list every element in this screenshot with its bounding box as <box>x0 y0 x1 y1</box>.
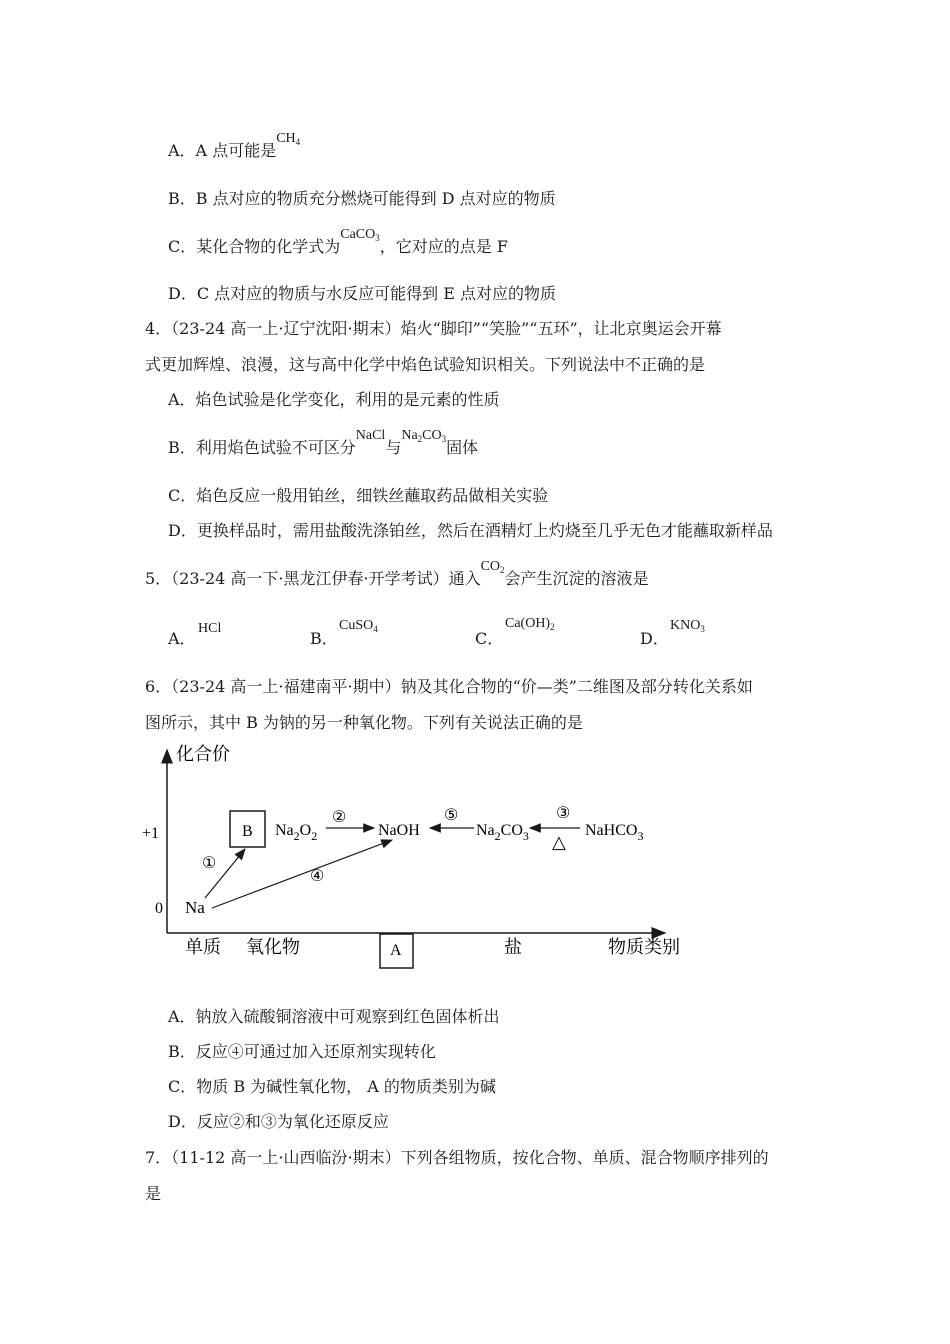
q3-option-a: A．A 点可能是$CH_4$ <box>168 131 301 160</box>
q5-option-c-label: C． <box>475 629 504 648</box>
q3-option-b: B．B 点对应的物质充分燃烧可能得到 D 点对应的物质 <box>168 189 556 208</box>
q7-stem-line1: 7．（11-12 高一上·山西临汾·期末）下列各组物质，按化合物、单质、混合物顺序排列的 <box>145 1148 769 1167</box>
q3-option-d: D．C 点对应的物质与水反应可能得到 E 点对应的物质 <box>168 284 557 303</box>
heat-symbol: △ <box>552 832 566 852</box>
q4-option-d: D．更换样品时，需用盐酸洗涤铂丝，然后在酒精灯上灼烧至几乎无色才能蘸取新样品 <box>168 521 773 540</box>
formula-ch4: $CH_4$ <box>276 131 301 147</box>
q5-option-a-formula: HCl <box>198 621 222 636</box>
box-b-label: B <box>242 823 253 840</box>
reaction-1-label: ① <box>202 855 217 872</box>
reaction-3-label: ③ <box>556 805 571 822</box>
q5-option-d-label: D． <box>640 629 669 648</box>
q5-option-a-label: A． <box>168 629 196 648</box>
species-na2o2: $Na_2O_2$ <box>275 822 318 843</box>
x-category-element: 单质 <box>185 937 221 957</box>
q4-stem-line2: 式更加辉煌、浪漫，这与高中化学中焰色试验知识相关。下列说法中不正确的是 <box>145 355 706 374</box>
y-tick-plus1: +1 <box>142 825 160 842</box>
q5-option-d-formula: $KNO_3$ <box>670 618 705 634</box>
q7-stem-line2: 是 <box>145 1184 162 1203</box>
q5-option-b-label: B． <box>310 629 338 648</box>
formula-caco3: CaCO$_3$ <box>340 227 380 243</box>
q5-option-c-formula: $Ca(OH)_2$ <box>505 616 555 632</box>
x-category-salt: 盐 <box>504 937 522 957</box>
x-category-a: A <box>390 942 402 959</box>
formula-nacl: NaCl <box>355 428 386 443</box>
q6-option-d: D．反应②和③为氧化还原反应 <box>168 1112 389 1131</box>
reaction-5-label: ⑤ <box>444 807 459 824</box>
reaction-2-label: ② <box>332 809 347 826</box>
species-na2co3: $Na_2CO_3$ <box>476 822 529 843</box>
q5-stem: 5．（23-24 高一下·黑龙江伊春·开学考试）通入$CO_2$会产生沉淀的溶液是 <box>145 559 649 588</box>
q4-option-b: B．利用焰色试验不可区分NaCl与$Na_2CO_3$固体 <box>168 428 479 457</box>
q6-option-a: A．钠放入硫酸铜溶液中可观察到红色固体析出 <box>168 1007 500 1026</box>
species-nahco3: NaHCO$_3$ <box>585 822 644 843</box>
q5-option-b-formula: CuSO$_4$ <box>339 618 378 634</box>
y-tick-zero: 0 <box>155 900 163 917</box>
q4-option-a: A．焰色试验是化学变化，利用的是元素的性质 <box>168 390 500 409</box>
species-naoh: NaOH <box>378 822 420 839</box>
q6-stem-line1: 6．（23-24 高一上·福建南平·期中）钠及其化合物的“价—类”二维图及部分转化关系如 <box>145 677 753 696</box>
q4-stem-line1: 4．（23-24 高一上·辽宁沈阳·期末）焰火“脚印”“笑脸”“五环”，让北京奥运会开幕 <box>145 319 722 338</box>
formula-co2: $CO_2$ <box>480 559 505 575</box>
q4-option-c: C．焰色反应一般用铂丝，细铁丝蘸取药品做相关实验 <box>168 486 549 505</box>
arrow-reaction-4 <box>212 840 392 908</box>
species-na: Na <box>185 898 205 917</box>
valence-category-diagram <box>140 738 720 978</box>
x-category-oxide: 氧化物 <box>246 937 300 957</box>
formula-na2co3: $Na_2CO_3$ <box>401 428 447 444</box>
q6-stem-line2: 图所示，其中 B 为钠的另一种氧化物。下列有关说法正确的是 <box>145 713 583 732</box>
y-axis-label: 化合价 <box>176 744 230 764</box>
reaction-4-label: ④ <box>310 868 325 885</box>
x-axis-label: 物质类别 <box>608 937 680 957</box>
q6-option-c: C．物质 B 为碱性氧化物， A 的物质类别为碱 <box>168 1077 496 1096</box>
q3-option-c: C．某化合物的化学式为CaCO$_3$，它对应的点是 F <box>168 227 508 256</box>
q6-option-b: B．反应④可通过加入还原剂实现转化 <box>168 1042 436 1061</box>
